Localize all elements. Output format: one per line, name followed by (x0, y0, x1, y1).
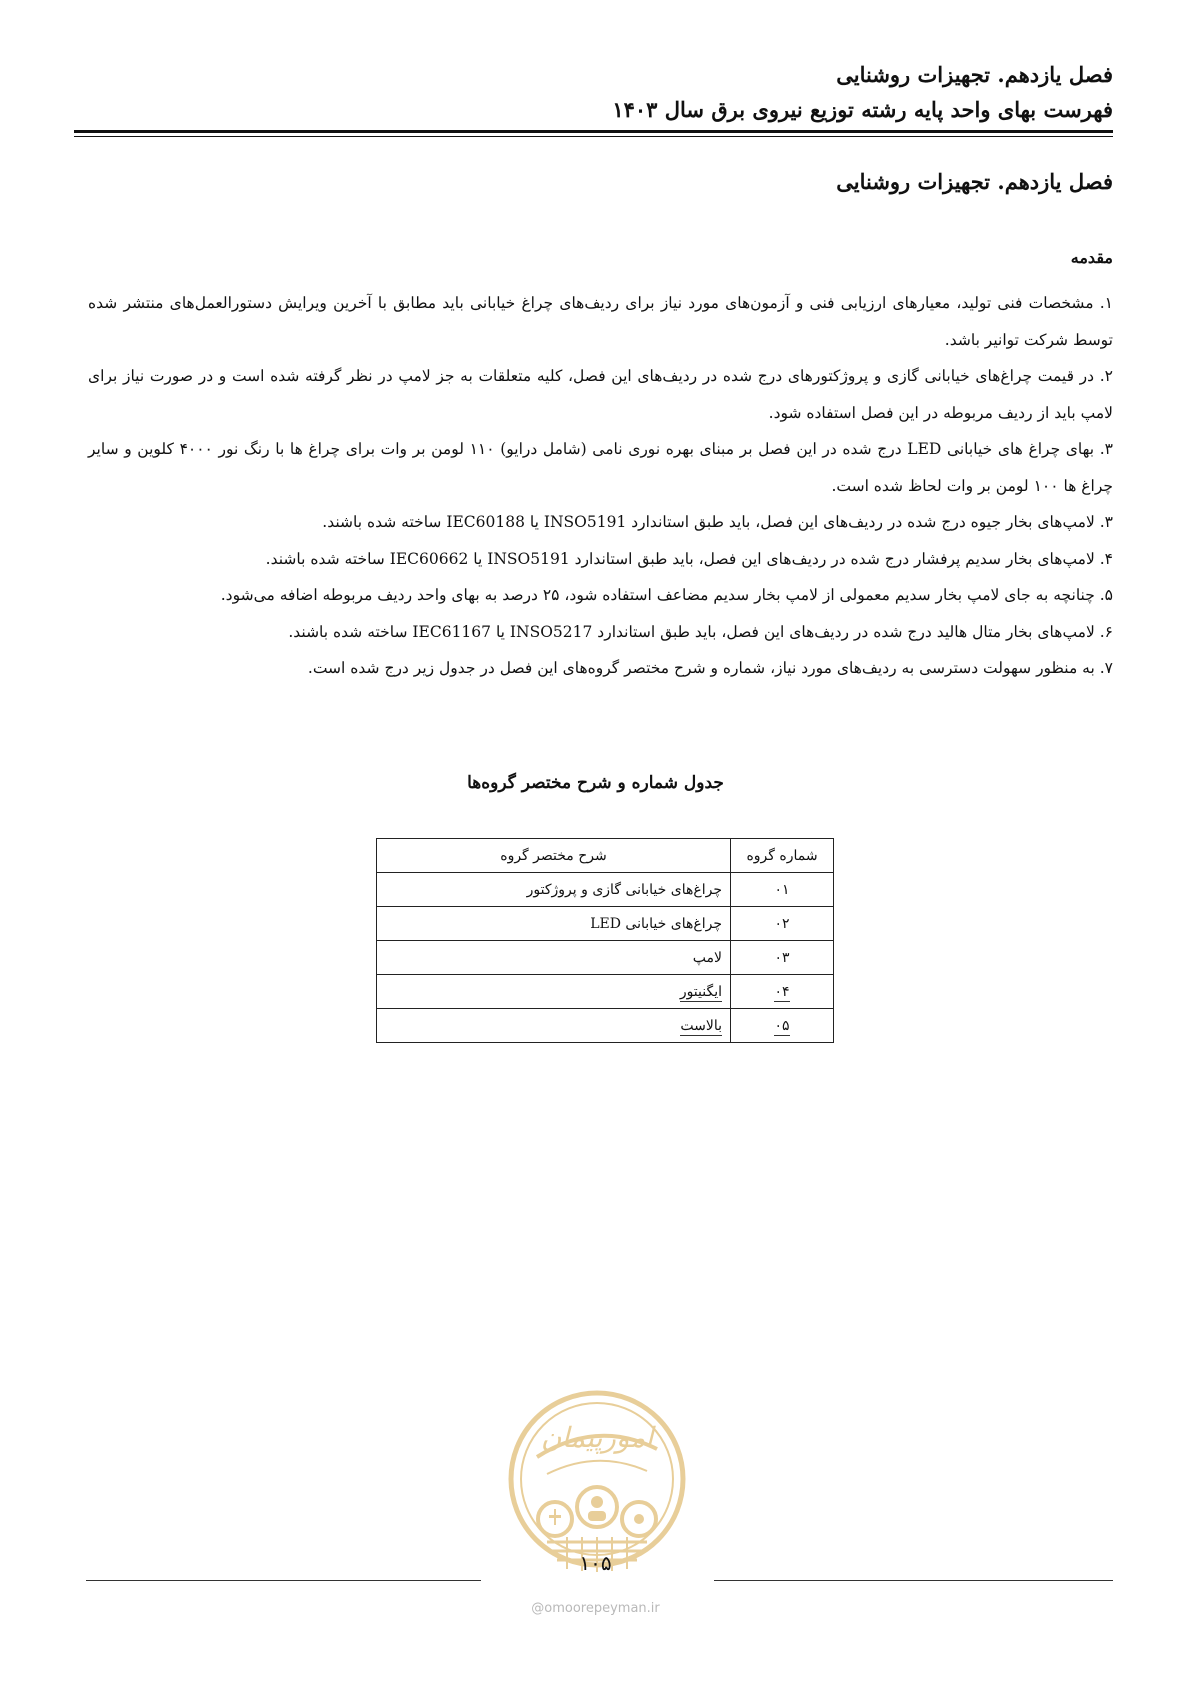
paragraph-2: ۲. در قیمت چراغ‌های خیابانی گازی و پروژکتورهای درج شده در ردیف‌های این فصل، کلیه متعلقات به جز لامپ در نظر گرفته شده است و در صورت نیاز برای لامپ باید از ردیف مربوطه در این فصل استفاده شود. (88, 367, 1113, 422)
groups-table-title: جدول شماره و شرح مختصر گروه‌ها (467, 773, 724, 793)
intro-heading: مقدمه (1070, 248, 1113, 267)
paragraph-5: ۴. لامپ‌های بخار سدیم پرفشار درج شده در ردیف‌های این فصل، باید طبق استاندارد INSO5191 یا IEC60662 ساخته شده باشند. (265, 549, 1113, 568)
page-number: ۱۰۵ (579, 1551, 612, 1575)
group-number: ۰۲ (731, 907, 834, 941)
paragraph-8: ۷. به منظور سهولت دسترسی به ردیف‌های مورد نیاز، شماره و شرح مختصر گروه‌های این فصل در جدول زیر درج شده است. (307, 659, 1113, 677)
group-number: ۰۵ (774, 1017, 790, 1034)
column-header-description: شرح مختصر گروه (377, 839, 731, 873)
column-header-number: شماره گروه (731, 839, 834, 873)
group-number: ۰۳ (731, 941, 834, 975)
header-rule-thick (74, 130, 1113, 133)
paragraph-6: ۵. چنانچه به جای لامپ بخار سدیم معمولی از لامپ بخار سدیم مضاعف استفاده شود، ۲۵ درصد به بهای واحد ردیف مربوطه اضافه می‌شود. (220, 586, 1113, 604)
group-description: بالاست (680, 1017, 722, 1034)
group-number: ۰۱ (731, 873, 834, 907)
omoorepeyman-logo-watermark (507, 1379, 687, 1579)
group-description: لامپ (377, 941, 731, 975)
table-row (377, 873, 834, 907)
group-description: چراغ‌های خیابانی LED (377, 907, 731, 941)
group-description: ایگنیتور (679, 983, 722, 1000)
group-number: ۰۴ (774, 983, 790, 1000)
header-rule-thin (74, 136, 1113, 137)
group-description: چراغ‌های خیابانی گازی و پروژکتور (377, 873, 731, 907)
table-row (377, 907, 834, 941)
watermark-logo-text: امورپیمان (540, 1421, 654, 1454)
paragraph-7: ۶. لامپ‌های بخار متال هالید درج شده در ردیف‌های این فصل، باید طبق استاندارد INSO5217 یا IEC61167 ساخته شده باشند. (288, 622, 1113, 641)
table-row (377, 941, 834, 975)
paragraph-1: ۱. مشخصات فنی تولید، معیارهای ارزیابی فنی و آزمون‌های مورد نیاز برای ردیف‌های چراغ خیابانی باید مطابق با آخرین ویرایش دستورالعمل‌های منتشر شده توسط شرکت توانیر باشد. (88, 294, 1113, 349)
table-header-row (377, 839, 834, 873)
running-header-chapter: فصل یازدهم. تجهیزات روشنایی (836, 62, 1113, 87)
site-watermark-text: @omoorepeyman.ir (531, 1601, 660, 1616)
table-row (377, 1009, 834, 1043)
groups-table (376, 838, 834, 1043)
paragraph-4: ۳. لامپ‌های بخار جیوه درج شده در ردیف‌های این فصل، باید طبق استاندارد INSO5191 یا IEC60188 ساخته شده باشند. (322, 513, 1113, 531)
chapter-title: فصل یازدهم. تجهیزات روشنایی (836, 169, 1113, 194)
footer-rule-left (86, 1580, 481, 1581)
paragraph-3: ۳. بهای چراغ های خیابانی LED درج شده در این فصل بر مبنای بهره نوری نامی (شامل درایو) ۱۱۰ لومن بر وات برای چراغ ها با رنگ نور ۴۰۰۰ کلوین و سایر چراغ ها ۱۰۰ لومن بر وات لحاظ شده است. (88, 440, 1113, 495)
table-row (377, 975, 834, 1009)
intro-body (88, 285, 1113, 687)
running-header-document: فهرست بهای واحد پایه رشته توزیع نیروی برق سال ۱۴۰۳ (612, 97, 1113, 122)
footer-rule-right (714, 1580, 1113, 1581)
